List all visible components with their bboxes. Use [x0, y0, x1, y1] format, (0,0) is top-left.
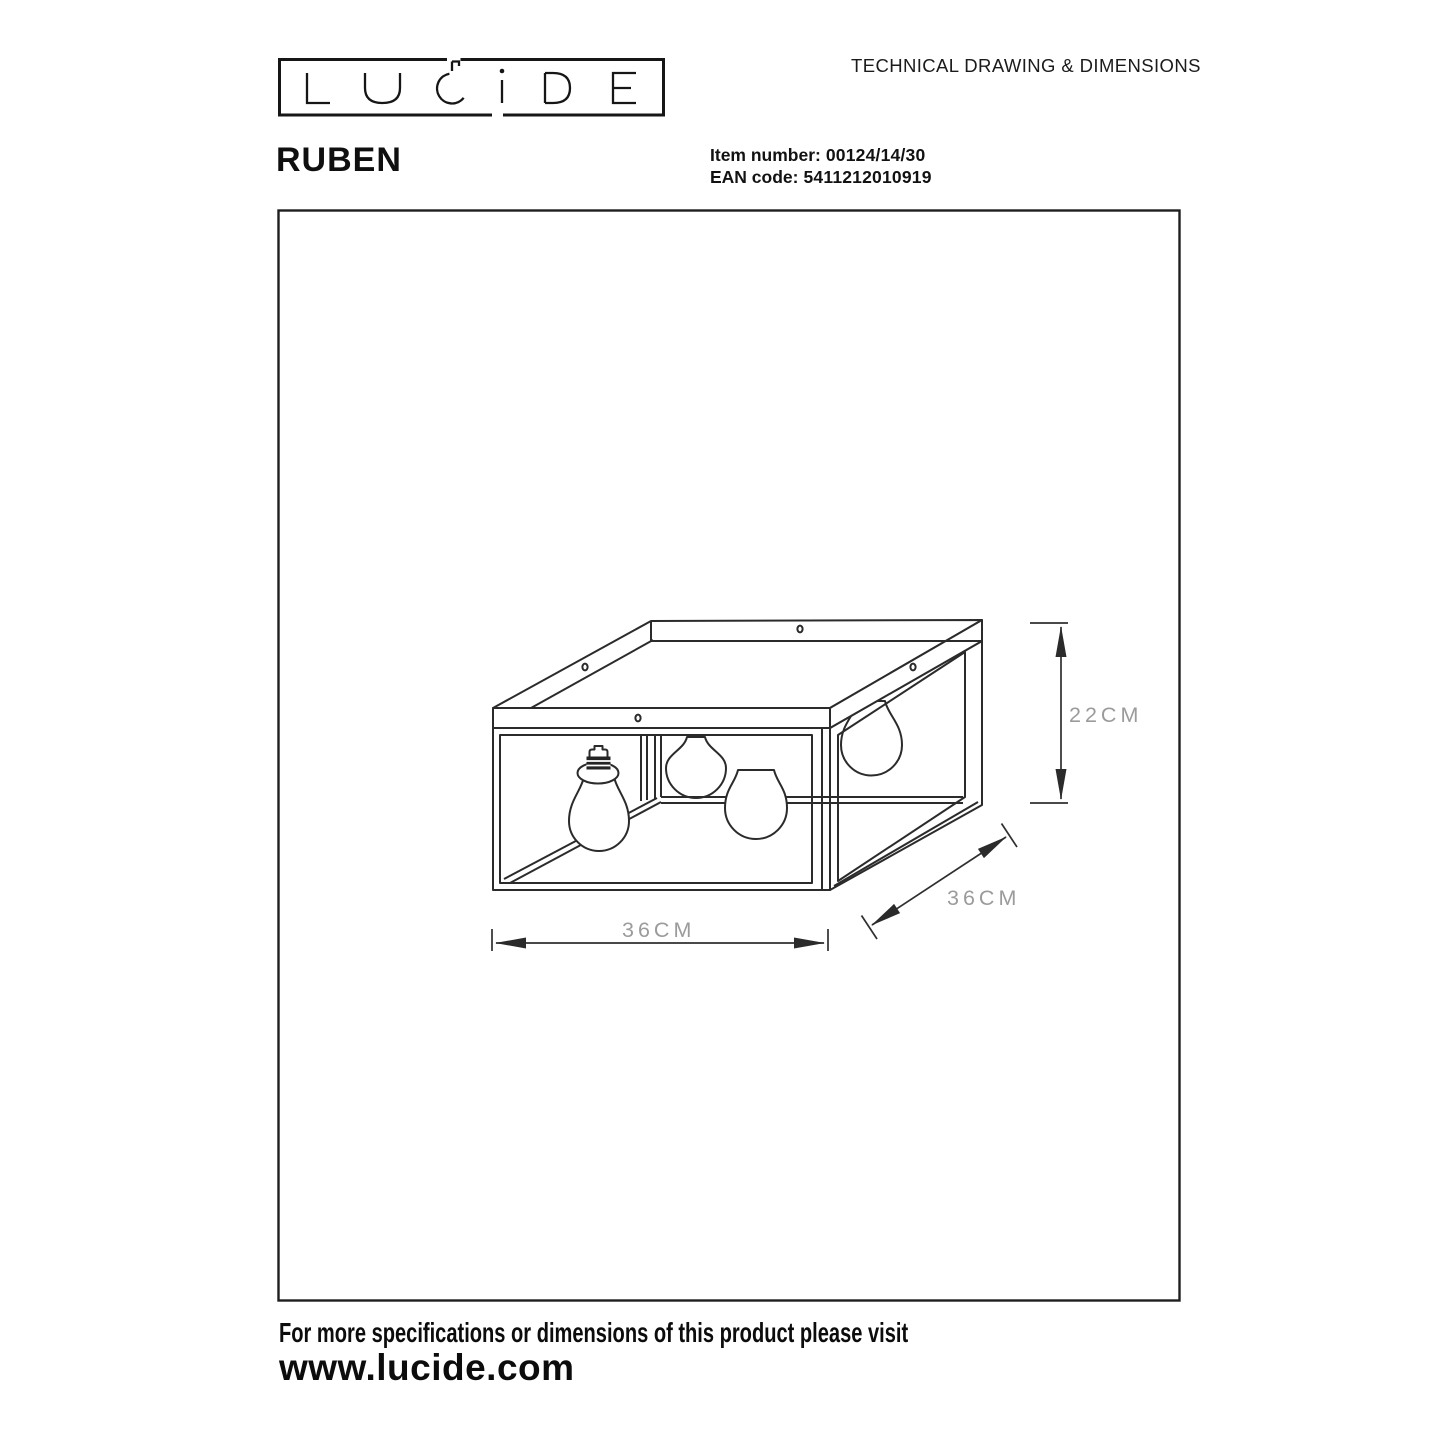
footer-note: For more specifications or dimensions of this product please visit [279, 1317, 909, 1348]
ean-row [710, 167, 932, 189]
doc-title: TECHNICAL DRAWING & DIMENSIONS [851, 55, 1201, 76]
logo-border-right [461, 60, 664, 116]
dim-tick [862, 916, 878, 940]
height-dimension-label: 22CM [1069, 703, 1143, 727]
product-codes [710, 145, 932, 188]
drawing-border [279, 211, 1180, 1301]
tray-front-band [493, 708, 830, 728]
ean-value: 5411212010919 [803, 166, 932, 187]
logo-letter-d [545, 73, 570, 103]
logo-letter-e [613, 73, 636, 103]
bulb-socket-thread [587, 757, 611, 770]
width-dimension-label: 36CM [622, 918, 696, 942]
website-url: www.lucide.com [279, 1347, 575, 1388]
logo-border-left [280, 60, 493, 116]
item-number-label: Item number: [710, 145, 821, 165]
dim-arrow-line [872, 837, 1006, 925]
logo-cord-icon [452, 62, 459, 72]
logo-letter-l [307, 73, 330, 103]
dim-tick [1002, 824, 1018, 848]
height-dimension [1030, 623, 1142, 803]
lucide-logo-graphic [277, 57, 666, 119]
logo-letter-u [365, 73, 400, 103]
bulb-middle-back [666, 737, 726, 798]
depth-dimension-label: 36CM [947, 886, 1021, 910]
bulb-glass [569, 777, 629, 851]
item-number-value: 00124/14/30 [825, 145, 926, 165]
ceiling-lamp-drawing [493, 620, 982, 890]
technical-drawing [277, 209, 1181, 1302]
logo-text [0, 0, 1, 1]
bulb-socket-cap [590, 746, 608, 757]
ean-label: EAN code: [710, 166, 799, 187]
logo-letter-i-dot [500, 69, 505, 74]
lamp-top-tray [493, 620, 982, 728]
logo-letter-c [437, 74, 464, 104]
item-number-row [710, 145, 932, 167]
depth-dimension [862, 824, 1021, 940]
bulb-middle-front [725, 770, 787, 839]
bulb-front-left [569, 746, 629, 851]
product-title: RUBEN [276, 141, 402, 179]
width-dimension [492, 918, 828, 951]
lamp-interior-posts [641, 735, 661, 801]
